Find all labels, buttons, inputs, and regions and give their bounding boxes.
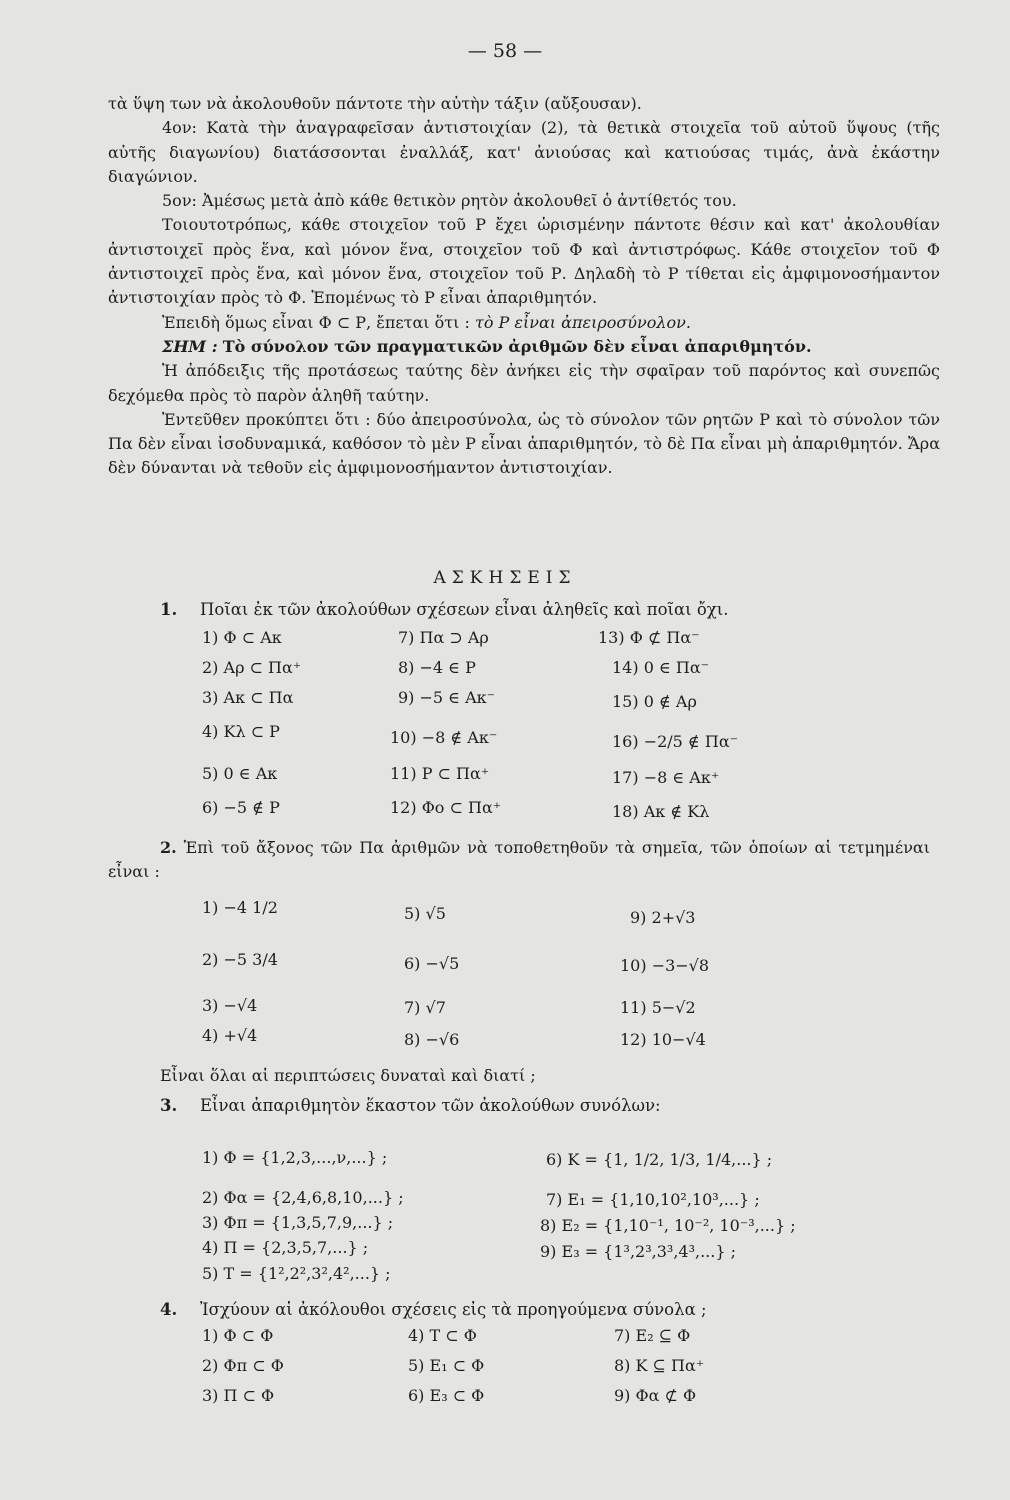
ex2-item: 3) −√4 (202, 996, 258, 1015)
exercise-2-text: Ἐπὶ τοῦ ἄξονος τῶν Πα ἀριθμῶν νὰ τοποθετηθοῦν τὰ σημεῖα, τῶν ὁποίων αἱ τετμημέναι εἶναι : (108, 838, 931, 882)
ex4-item: 6) Ε₃ ⊂ Φ (408, 1386, 485, 1405)
exercise-1-number: 1. (160, 600, 178, 619)
ex1-item: 18) Ακ ∉ Κλ (612, 802, 710, 821)
ex2-item: 12) 10−√4 (620, 1030, 706, 1049)
ex3-item: 7) Ε₁ = {1,10,10²,10³,...} ; (546, 1190, 760, 1209)
ex1-item: 6) −5 ∉ Ρ (202, 798, 280, 817)
exercise-2-note: Εἶναι ὅλαι αἱ περιπτώσεις δυναταὶ καὶ διατί ; (160, 1066, 536, 1085)
ex3-item: 4) Π = {2,3,5,7,...} ; (202, 1238, 369, 1257)
paragraph-consequence (108, 311, 940, 335)
consequence-italic: τὸ Ρ εἶναι ἀπειροσύνολον. (474, 312, 691, 332)
exercise-1-text: Ποῖαι ἐκ τῶν ἀκολούθων σχέσεων εἶναι ἀληθεῖς καὶ ποῖαι ὄχι. (200, 600, 729, 619)
ex2-item: 4) +√4 (202, 1026, 258, 1045)
ex2-item: 2) −5 3/4 (202, 950, 278, 969)
ex3-item: 2) Φα = {2,4,6,8,10,...} ; (202, 1188, 404, 1207)
ex2-item: 9) 2+√3 (630, 908, 696, 927)
ex2-item: 5) √5 (404, 904, 446, 923)
body-text (108, 92, 940, 481)
ex4-item: 5) Ε₁ ⊂ Φ (408, 1356, 485, 1375)
ex4-item: 2) Φπ ⊂ Φ (202, 1356, 284, 1375)
ex2-item: 6) −√5 (404, 954, 460, 973)
paragraph-conclusion: Τοιουτοτρόπως, κάθε στοιχεῖον τοῦ Ρ ἔχει ὡρισμένην πάντοτε θέσιν καὶ κατ' ἀκολουθίαν ἀντιστοιχεῖ πρὸς ἕνα, καὶ μόνον ἕνα, στοιχεῖον τοῦ Φ καὶ ἀντιστρόφως. Κάθε στοιχεῖον τοῦ Φ ἀντιστοιχεῖ πρὸς ἕνα, καὶ μόνον ἕνα, στοιχεῖον τοῦ Ρ. Δηλαδὴ τὸ Ρ τίθεται εἰς ἀμφιμονοσήμαντον ἀντιστοιχίαν πρὸς τὸ Φ. Ἑπομένως τὸ Ρ εἶναι ἀπαριθμητόν. (108, 215, 940, 308)
ex3-item: 3) Φπ = {1,3,5,7,9,...} ; (202, 1213, 394, 1232)
ex1-item: 8) −4 ∈ Ρ (398, 658, 476, 677)
ex1-item: 12) Φο ⊂ Πα⁺ (390, 798, 502, 817)
ex1-item: 11) Ρ ⊂ Πα⁺ (390, 764, 490, 783)
ex1-item: 4) Κλ ⊂ Ρ (202, 722, 280, 741)
ex2-item: 7) √7 (404, 998, 446, 1017)
ex2-item: 8) −√6 (404, 1030, 460, 1049)
ex4-item: 8) Κ ⊆ Πα⁺ (614, 1356, 705, 1375)
note-statement: Τὸ σύνολον τῶν πραγματικῶν ἀριθμῶν δὲν εἶναι ἀπαριθμητόν. (222, 336, 812, 356)
exercise-1-heading (160, 600, 729, 619)
exercise-4-text: Ἰσχύουν αἱ ἀκόλουθοι σχέσεις εἰς τὰ προηγούμενα σύνολα ; (200, 1300, 707, 1319)
ex2-item: 11) 5−√2 (620, 998, 696, 1017)
ex4-item: 7) Ε₂ ⊆ Φ (614, 1326, 691, 1345)
paragraph-continuation: τὰ ὕψη των νὰ ἀκολουθοῦν πάντοτε τὴν αὐτὴν τάξιν (αὔξουσαν). (108, 94, 642, 113)
ex1-item: 17) −8 ∈ Ακ⁺ (612, 768, 720, 787)
paragraph-proof-remark: Ἡ ἀπόδειξις τῆς προτάσεως ταύτης δὲν ἀνήκει εἰς τὴν σφαῖραν τοῦ παρόντος καὶ συνεπῶς δεχόμεθα πρὸς τὸ παρὸν ἀληθῆ ταύτην. (108, 361, 940, 405)
exercise-4-heading (160, 1300, 707, 1319)
ex3-item: 1) Φ = {1,2,3,...,ν,...} ; (202, 1148, 388, 1167)
ex1-item: 14) 0 ∈ Πα⁻ (612, 658, 710, 677)
section-title: ΑΣΚΗΣΕΙΣ (433, 568, 577, 588)
ex1-item: 10) −8 ∉ Ακ⁻ (390, 728, 498, 747)
note-label: ΣΗΜ : (162, 336, 218, 356)
ex4-item: 3) Π ⊂ Φ (202, 1386, 275, 1405)
ex1-item: 5) 0 ∈ Ακ (202, 764, 278, 783)
exercise-3-text: Εἶναι ἀπαριθμητὸν ἕκαστον τῶν ἀκολούθων συνόλων: (200, 1096, 661, 1115)
exercise-2-heading (108, 836, 930, 885)
ex4-item: 4) Τ ⊂ Φ (408, 1326, 477, 1345)
ex4-item: 9) Φα ⊄ Φ (614, 1386, 697, 1405)
ex2-item: 1) −4 1/2 (202, 898, 278, 917)
paragraph-rule-4: 4ον: Κατὰ τὴν ἀναγραφεῖσαν ἀντιστοιχίαν (2), τὰ θετικὰ στοιχεῖα τοῦ αὐτοῦ ὕψους (τῆς αὐτῆς διαγωνίου) διατάσσονται ἐναλλάξ, κατ' ἀνιούσας καὶ κατιούσας τιμάς, ἀνὰ ἑκάστην διαγώνιον. (108, 118, 940, 186)
ex3-item: 6) Κ = {1, 1/2, 1/3, 1/4,...} ; (546, 1150, 773, 1169)
ex3-item: 9) Ε₃ = {1³,2³,3³,4³,...} ; (540, 1242, 736, 1261)
ex1-item: 7) Πα ⊃ Αρ (398, 628, 489, 647)
ex3-item: 5) Τ = {1²,2²,3²,4²,...} ; (202, 1264, 391, 1283)
ex1-item: 16) −2/5 ∉ Πα⁻ (612, 732, 739, 751)
exercise-4-number: 4. (160, 1300, 178, 1319)
paragraph-result: Ἐντεῦθεν προκύπτει ὅτι : δύο ἀπειροσύνολα, ὡς τὸ σύνολον τῶν ρητῶν Ρ καὶ τὸ σύνολον τῶν Πα δὲν εἶναι ἰσοδυναμικά, καθόσον τὸ μὲν Ρ εἶναι ἀπαριθμητόν, τὸ δὲ Πα εἶναι μὴ ἀπαριθμητόν. Ἄρα δὲν δύνανται νὰ τεθοῦν εἰς ἀμφιμονοσήμαντον ἀντιστοιχίαν. (108, 409, 940, 478)
exercise-3-number: 3. (160, 1096, 178, 1115)
exercise-2-number: 2. (160, 838, 177, 857)
exercise-3-heading (160, 1096, 661, 1115)
paragraph-rule-5: 5ον: Ἀμέσως μετὰ ἀπὸ κάθε θετικὸν ρητὸν ἀκολουθεῖ ὁ ἀντίθετός του. (162, 191, 737, 211)
ex1-item: 3) Ακ ⊂ Πα (202, 688, 294, 707)
consequence-lead: Ἐπειδὴ ὅμως εἶναι Φ ⊂ Ρ, ἔπεται ὅτι : (162, 312, 470, 332)
page-number: — 58 — (467, 40, 543, 62)
ex1-item: 1) Φ ⊂ Ακ (202, 628, 282, 647)
ex3-item: 8) Ε₂ = {1,10⁻¹, 10⁻², 10⁻³,...} ; (540, 1216, 796, 1235)
paragraph-note (108, 335, 940, 359)
ex1-item: 2) Αρ ⊂ Πα⁺ (202, 658, 302, 677)
ex1-item: 9) −5 ∈ Ακ⁻ (398, 688, 496, 707)
ex4-item: 1) Φ ⊂ Φ (202, 1326, 274, 1345)
ex2-item: 10) −3−√8 (620, 956, 710, 975)
ex1-item: 15) 0 ∉ Αρ (612, 692, 697, 711)
ex1-item: 13) Φ ⊄ Πα⁻ (598, 628, 700, 647)
